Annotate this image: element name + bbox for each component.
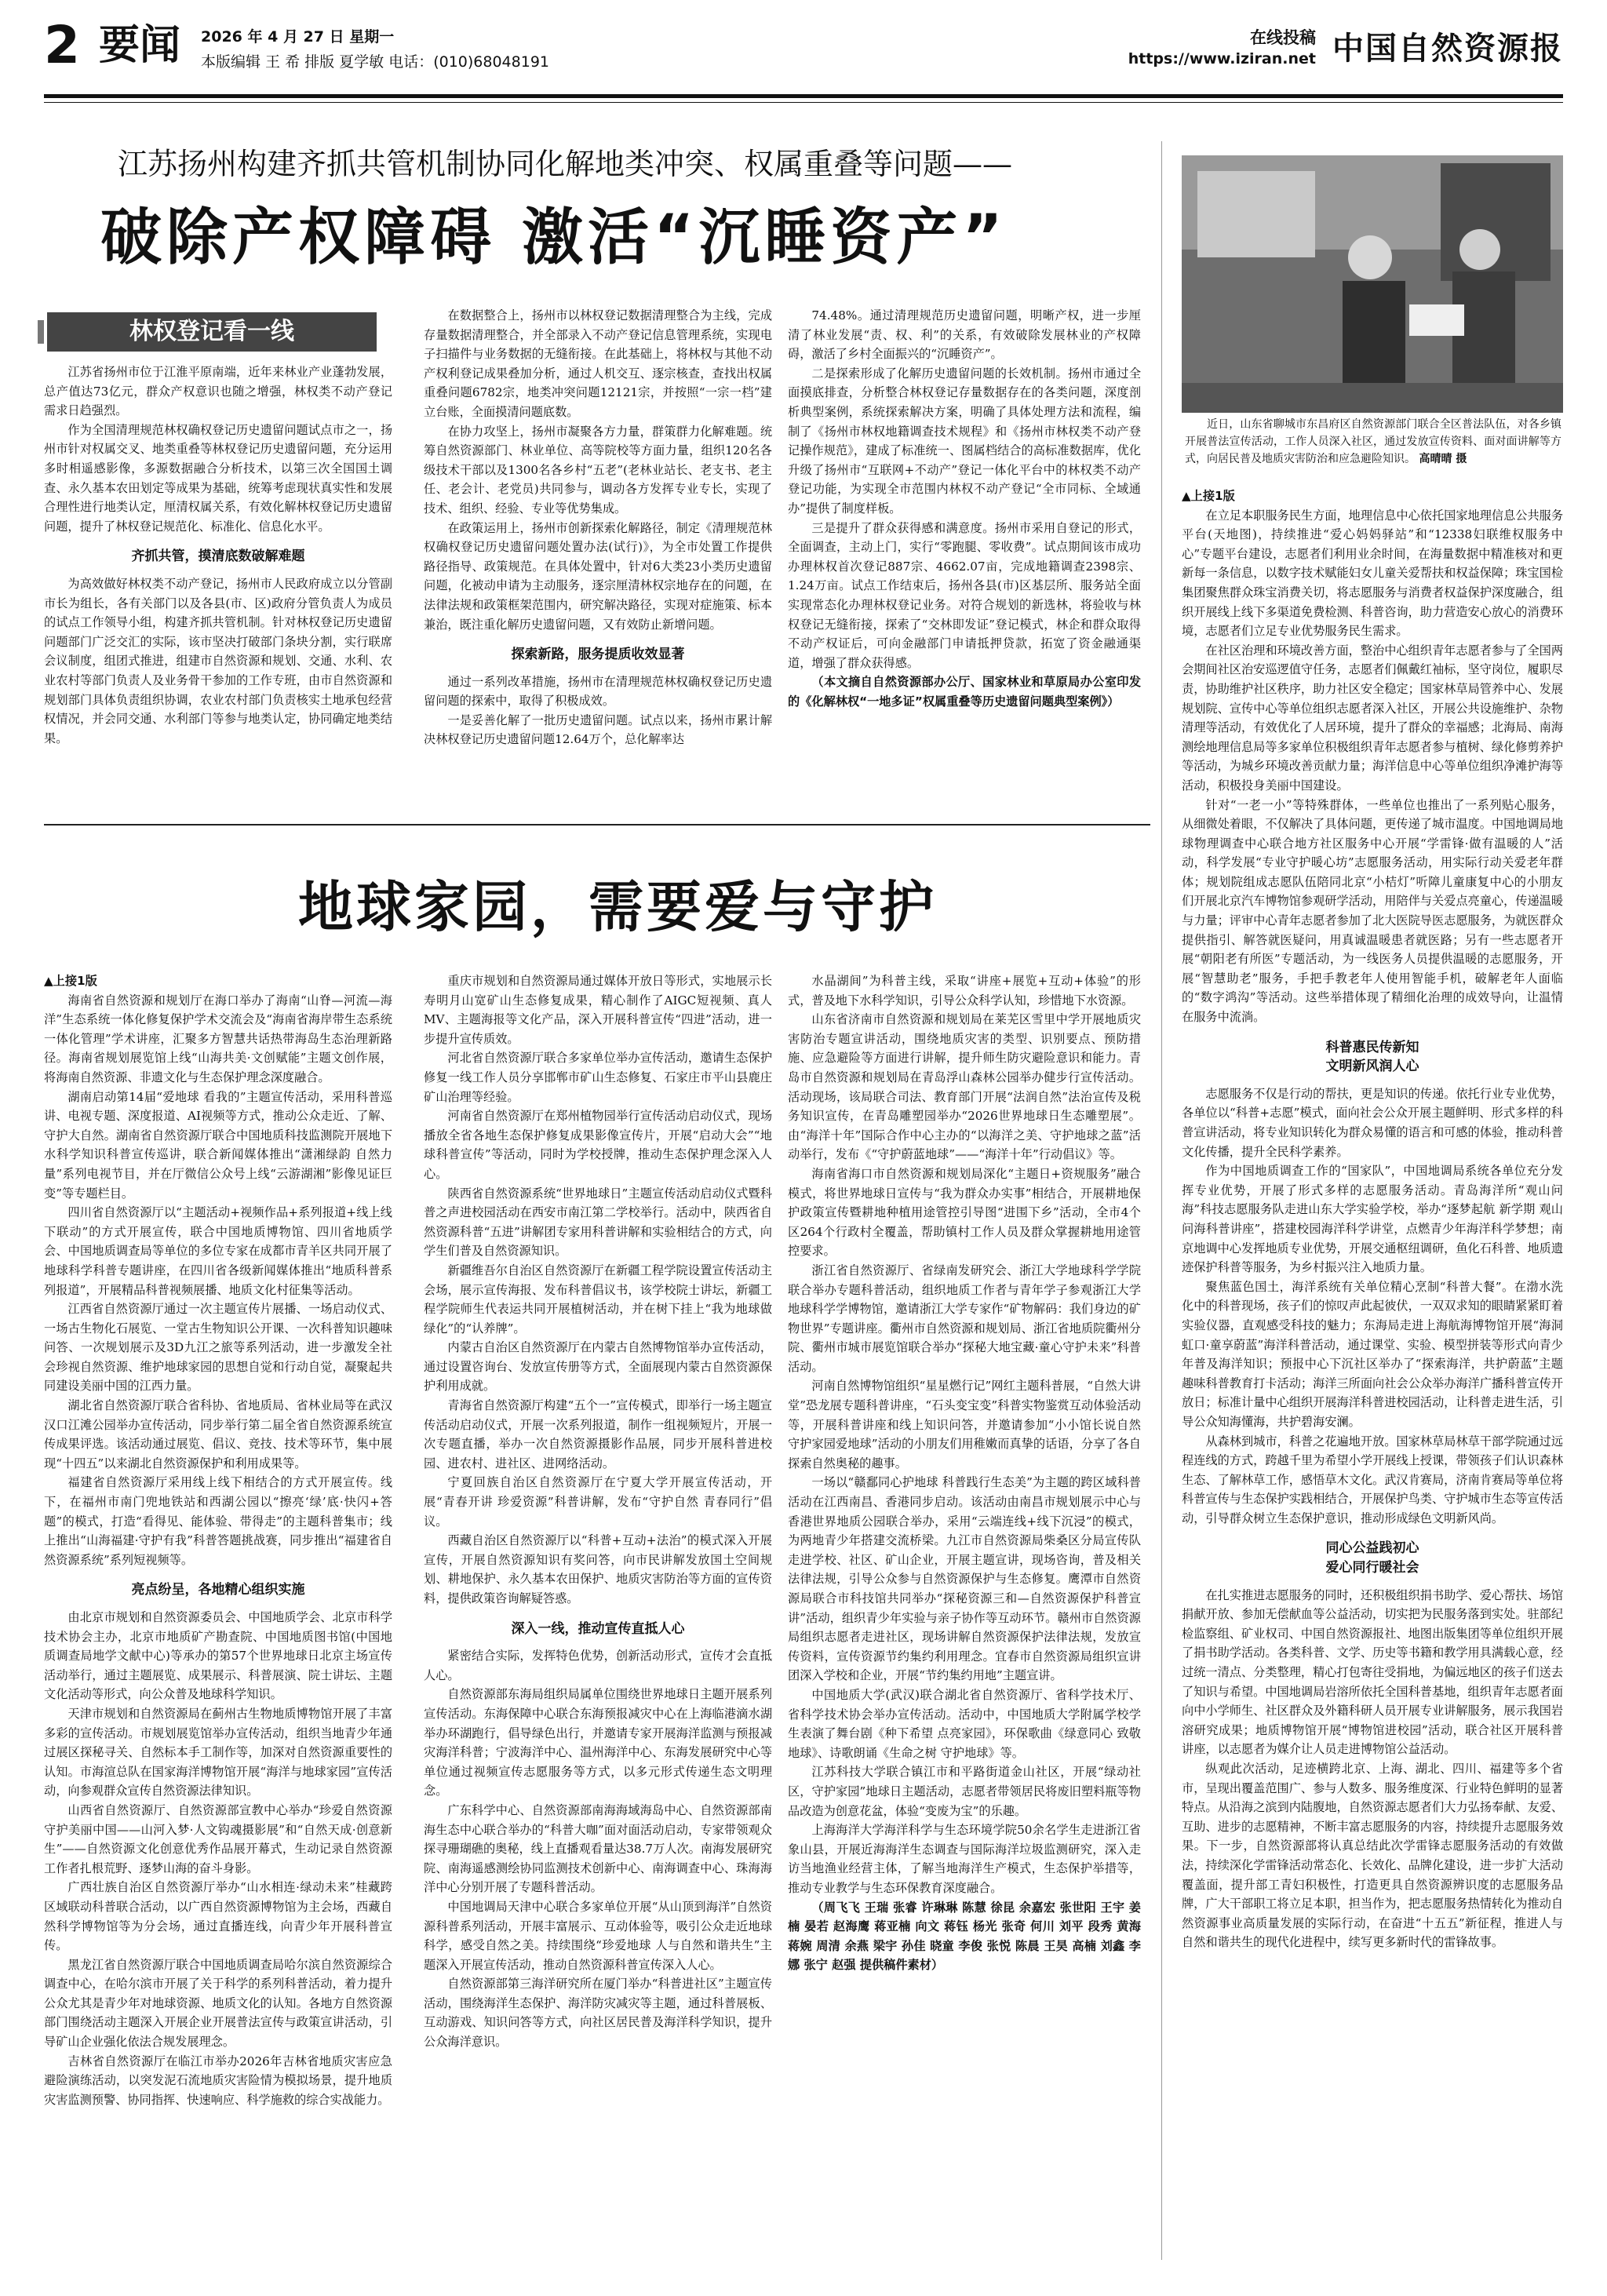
paragraph: 江苏省扬州市位于江淮平原南端，近年来林业产业蓬勃发展，总产值达73亿元，群众产权意识也随之增强，林权类不动产登记需求日趋强烈。 (44, 365, 392, 418)
paragraph: 宁夏回族自治区自然资源厅在宁夏大学开展宣传活动，开展“青春开讲 珍爱资源”科普讲解，发布“守护自然 青春同行”倡议。 (424, 1475, 772, 1529)
paragraph: 作为中国地质调查工作的“国家队”，中国地调局系统各单位充分发挥专业优势，开展了形式多样的志愿服务活动。青岛海洋所“观山问海”科技志愿服务队走进山东大学实验学校，举办“逐梦起航 新学期 观山问海科普讲座”，搭建校园海洋科学讲堂，点燃青少年海洋科学梦想；南京地调中心发挥地质专业优势，开展交通枢纽调研，鱼化石科普、地质遗迹保护科普等服务，为乡村振兴注入地质力量。 (1182, 1164, 1563, 1275)
continued-pointer: ▲上接1版 (44, 974, 97, 988)
top-story-headline: 破除产权障碍 激活“沉睡资产” (100, 202, 1008, 273)
online-url[interactable]: https://www.iziran.net (1128, 50, 1316, 67)
bottom-story-col3 (788, 971, 1141, 2258)
paragraph: 在社区治理和环境改善方面，整治中心组织青年志愿者参与了全国两会期间社区治安巡逻值守任务，志愿者们佩戴红袖标，坚守岗位，履职尽责，协助维护社区秩序，助力社区安全稳定；国家林草局管养中心、发展规划院、宣传中心等单位组织志愿者深入社区，开展公共设施维护、杂物清理等活动，有效优化了人居环境，提升了群众的幸福感；北海局、南海测绘地理信息局等多家单位积极组织青年志愿者参与植树、绿化修剪养护等活动，为城乡环境改善贡献力量；海洋信息中心等单位组织净滩护海等活动，积极投身美丽中国建设。 (1182, 643, 1563, 793)
paragraph: 江西省自然资源厅通过一次主题宣传片展播、一场启动仪式、一场古生物化石展览、一堂古生物知识公开课、一次科普知识趣味问答、一次规划展示及3D九江之旅等系列活动，进一步激发全社会珍视自然资源、维护地球家园的思想自觉和行动自觉，凝聚起共同建设美丽中国的江西力量。 (44, 1302, 392, 1394)
paragraph: 西藏自治区自然资源厅以“科普+互动+法治”的模式深入开展宣传，开展自然资源知识有奖问答，向市民讲解发放国土空间规划、耕地保护、永久基本农田保护、地质灾害防治等方面的宣传资料，提供政策咨询解疑答惑。 (424, 1533, 772, 1605)
paragraph: 二是探索形成了化解历史遗留问题的长效机制。扬州市通过全面摸底排查，分析整合林权登记存量数据存在的各类问题，深度剖析典型案例，系统探索解决方案，明确了具体处理方法和流程，编制了《扬州市林权地籍调查技术规程》和《扬州市林权类不动产登记操作规范》，建成了标准统一、图属档结合的高标准数据库，优化升级了扬州市“互联网+不动产”登记一体化平台中的林权类不动产登记功能，为实现全市范围内林权不动产登记“全市同标、全域通办”提供了制度样板。 (788, 366, 1141, 516)
contributors-note: （周飞飞 王瑞 张睿 许琳琳 陈慧 徐昆 余嘉宏 张世阳 王宇 姜楠 晏若 赵海鹰 蒋亚楠 向文 蒋钰 杨光 张奇 何川 刘平 段秀 黄海 蒋婉 周清 余燕 梁宇 孙佳 晓童 李俊 张悦 陈晨 王昊 高楠 刘鑫 李娜 张宁 赵强 提供稿件素材） (788, 1900, 1141, 1973)
paragraph: 浙江省自然资源厅、省绿南发研究会、浙江大学地球科学学院联合举办专题科普活动，组织地质工作者与青年学子参观浙江大学地球科学学博物馆，邀请浙江大学专家作“矿物解码：我们身边的矿物世界”专题讲座。衢州市自然资源和规划局、浙江省地质院衢州分院、衢州市城市展览馆联合举办“探秘大地宝藏·童心守护未来”科普活动。 (788, 1263, 1141, 1374)
paragraph: 纵观此次活动，足迹横跨北京、上海、湖北、四川、福建等多个省市，呈现出覆盖范围广、参与人数多、服务维度深、行业特色鲜明的显著特点。从沿海之滨到内陆腹地，自然资源志愿者们大力弘扬奉献、友爱、互助、进步的志愿精神，不断丰富志愿服务的内容，持续提升志愿服务效果。下一步，自然资源部将认真总结此次学雷锋志愿服务活动的有效做法，持续深化学雷锋活动常态化、长效化、品牌化建设，进一步扩大活动覆盖面，提升部工青妇积极性，打造更具自然资源辨识度的志愿服务品牌，广大干部职工将立足本职，担当作为，把志愿服务热情转化为推动自然资源事业高质量发展的实际行动，在奋进“十五五”新征程，推进人与自然和谐共生的现代化进程中，续写更多新时代的雷锋故事。 (1182, 1762, 1563, 1950)
masthead-rule (44, 94, 1563, 98)
paragraph: 青海省自然资源厅构建“五个一”宣传模式，即举行一场主题宣传活动启动仪式，开展一次系列报道，制作一组视频短片，开展一次专题直播，举办一次自然资源摄影作品展，同步开展科普进校园、进农村、进社区、进网络活动。 (424, 1398, 772, 1471)
paragraph: 74.48%。通过清理规范历史遗留问题，明晰产权，进一步厘清了林业发展“责、权、利”的关系，有效破除发展林业的产权障碍，激活了乡村全面振兴的“沉睡资产”。 (788, 308, 1141, 362)
paragraph: 一是妥善化解了一批历史遗留问题。试点以来，扬州市累计解决林权登记历史遗留问题12.64万个，总化解率达 (424, 712, 772, 747)
paragraph: 黑龙江省自然资源厅联合中国地质调查局哈尔滨自然资源综合调查中心，在哈尔滨市开展了关于科学的系列科普活动，着力提升公众尤其是青少年对地球资源、地质文化的认知。各地方自然资源部门围绕活动主题深入开展企业开展普法宣传与政策宣讲活动，引导矿山企业强化依法合规发展理念。 (44, 1957, 392, 2050)
paragraph: 海南省海口市自然资源和规划局深化“主题日+资规服务”融合模式，将世界地球日宣传与“我为群众办实事”相结合，开展耕地保护政策宣传暨耕地种植用途管控引导图“进围下乡”活动，全市4个区264个行政村全覆盖，帮助镇村工作人员及群众掌握耕地用途管控要求。 (788, 1166, 1141, 1259)
paragraph: 聚焦蓝色国土，海洋系统有关单位精心烹制“科普大餐”。在渤水洗化中的科普现场，孩子们的惊叹声此起彼伏，一双双求知的眼睛紧紧盯着实验仪器，直观感受科技的魅力；东海局走进上海航海博物馆开展“海洞虹口·童享蔚蓝”海洋科普活动，通过课堂、实验、模型拼装等形式向青少年普及海洋知识；预报中心下沉社区举办了“探索海洋，共护蔚蓝”主题趣味科普教育打卡活动；海洋三所面向社会公众举办海洋广播科普宣传开放日；标准计量中心组织开展海洋科普进校园活动，让科普走进生活，引导公众知海懂海，共护碧海安澜。 (1182, 1279, 1563, 1429)
online-label: 在线投稿 (1250, 28, 1316, 47)
paragraph: 新疆维吾尔自治区自然资源厅在新疆工程学院设置宣传活动主会场，展示宣传海报、发布科普倡议书，该学校院士讲坛，新疆工程学院师生代表运共同开展植树活动，并在树下挂上“我为地球做绿化”的“认养牌”。 (424, 1263, 772, 1336)
paragraph: 上海海洋大学海洋科学与生态环境学院50余名学生走进浙江省象山县，开展近海海洋生态调查与国际海洋垃圾监测研究，深入走访当地渔业经营主体，了解当地海洋生产模式，生态保护举措等，推动专业教学与生态环保教育深度融合。 (788, 1823, 1141, 1895)
paragraph: 在协力攻坚上，扬州市凝聚各方力量，群策群力化解难题。统筹自然资源部门、林业单位、高等院校等方面力量，组织120名各级技术干部以及1300名各乡村“五老”(老林业站长、老支书、老主任、老会计、老党员)共同参与，调动各方发挥专业专长，实现了技术、组织、经验、专业等优势集成。 (424, 424, 772, 516)
top-story-kicker: 江苏扬州构建齐抓共管机制协同化解地类冲突、权属重叠等问题—— (118, 147, 1013, 181)
paragraph: 在立足本职服务民生方面，地理信息中心依托国家地理信息公共服务平台(天地图)，持续推进“爱心妈妈驿站”和“12338妇联维权服务中心”专题平台建设，志愿者们利用业余时间，在海量数据中精准核对和更新每一条信息，以数字技术赋能妇女儿童关爱帮扶和权益保障；珠宝国检集团聚焦群众珠宝消费关切，将志愿服务与消费者权益保护深度融合，组织开展线上线下多渠道免费检测、科普咨询，助力营造安心放心的消费环境，志愿者们立足专业优势服务民生需求。 (1182, 508, 1563, 639)
paragraph: 陕西省自然资源系统“世界地球日”主题宣传活动启动仪式暨科普之声进校园活动在西安市南江第二学校举行。活动中，陕西省自然资源科普“五进”讲解团专家用科普讲解和实验相结合的方式，向学生们普及自然资源知识。 (424, 1186, 772, 1259)
top-story-col1 (44, 363, 392, 810)
paragraph: 针对“一老一小”等特殊群体，一些单位也推出了一系列贴心服务，从细微处着眼，不仅解决了具体问题，更传递了城市温度。中国地调局地球物理调查中心联合地方社区服务中心开展“学雷锋·做有温暖的人”活动，科学发展“专业守护暖心坊”志愿服务活动，用实际行动关爱老年群体；规划院组成志愿队伍陪同北京“小桔灯”听障儿童康复中心的小朋友们开展北京汽车博物馆参观研学活动，用陪伴与关爱点亮童心，传递温暖与力量；评审中心青年志愿者参加了北大医院导医志愿服务，为就医群众提供指引、解答就医疑问，用真诚温暖患者就医路；另有一些志愿者开展“朝阳老有所医”专题活动，为一线医务人员提供温暖的志愿服务，开展“智慧助老”服务，手把手教老年人使用智能手机，破解老年人面临的“数字鸿沟”等活动。这些举措体现了精细化治理的成效导向，让温情在服务中流淌。 (1182, 797, 1563, 1025)
paragraph: 通过一系列改革措施，扬州市在清理规范林权确权登记历史遗留问题的探索中，取得了积极成效。 (424, 674, 772, 709)
paragraph: 天津市规划和自然资源局在蓟州古生物地质博物馆开展了丰富多彩的宣传活动。市规划展览馆举办宣传活动，组织当地青少年通过展区探秘寻关、自然标本手工制作等，加深对自然资源重要性的认知。市海渲总队在国家海洋博物馆开展“海洋与地球家园”宣传活动，向参观群众宣传自然资源法律知识。 (44, 1706, 392, 1799)
bottom-story-col1 (44, 971, 392, 2258)
continued-pointer: ▲上接1版 (1182, 489, 1235, 503)
subhead: 探索新路，服务提质收效显著 (511, 647, 685, 663)
news-photo (1182, 155, 1563, 413)
subhead: 科普惠民传新知 文明新风润人心 (1325, 1039, 1419, 1075)
paragraph: 在数据整合上，扬州市以林权登记数据清理整合为主线，完成存量数据清理整合，并全部录入不动产登记信息管理系统，实现电子扫描件与业务数据的无缝衔接。在此基础上，将林权与其他不动产权利登记成果叠加分析，通过人机交互、逐宗核查，查找出权属重叠问题6782宗，地类冲突问题12121宗，并按照“一宗一档”建立台账，全面摸清问题底数。 (424, 308, 772, 419)
paragraph: 中国地调局天津中心联合多家单位开展“从山顶到海洋”自然资源科普系列活动，开展丰富展示、互动体验等，吸引公众走近地球科学，感受自然之美。持续围绕“珍爱地球 人与自然和谐共生”主题深入开展宣传活动，推动自然资源科普宣传深入人心。 (424, 1899, 772, 1972)
subhead: 同心公益践初心 爱心同行暖社会 (1325, 1540, 1419, 1576)
masthead-rule-thin (44, 102, 1563, 103)
paragraph: 山西省自然资源厅、自然资源部宣教中心举办“珍爱自然资源守护美丽中国——山河入梦·人文钩魂摄影展”和“自然天成·创意新生”——自然资源文化创意优秀作品展开幕式，生动记录自然资源工作者扎根荒野、逐梦山海的奋斗身影。 (44, 1802, 392, 1875)
section-title: 要闻 (99, 22, 181, 69)
paragraph: 在政策运用上，扬州市创新探索化解路径，制定《清理规范林权确权登记历史遗留问题处置办法(试行)》，为全市处置工作提供路径指导、政策规范。在具体处置中，针对6大类23小类历史遗留问题，化被动申请为主动服务，逐宗厘清林权宗地存在的问题，在法律法规和政策框架范围内，研究解决路径，实现对症施策、标本兼治，既注重化解历史遗留问题，又有效防止新增问题。 (424, 520, 772, 632)
top-story-col2 (424, 306, 772, 810)
paragraph: 紧密结合实际，发挥特色优势，创新活动形式，宣传才会直抵人心。 (424, 1649, 772, 1682)
paragraph: 河南省自然资源厅在郑州植物园举行宣传活动启动仪式，现场播放全省各地生态保护修复成果影像宣传片，开展“启动大会”“地球科普宣传”等活动，同时为学校授牌，推动生态保护理念深入人心。 (424, 1109, 772, 1181)
bottom-story-headline: 地球家园，需要爱与守护 (298, 874, 937, 939)
source-note: （本文摘自自然资源部办公厅、国家林业和草原局办公室印发的《化解林权“一地多证”权属重叠等历史遗留问题典型案例》） (788, 675, 1141, 709)
paragraph: 为高效做好林权类不动产登记，扬州市人民政府成立以分管副市长为组长，各有关部门以及各县(市、区)政府分管负责人为成员的试点工作领导小组，构建齐抓共管机制。针对林权登记历史遗留问题部门广泛交汇的实际，该市坚决打破部门条块分割，实行联席会议制度，组团式推进，组建市自然资源和规划、交通、水利、农业农村等部门负责人及业务骨干参加的工作专班，由市自然资源和规划部门具体负责组织协调，农业农村部门负责核实土地承包经营权情况，并会同交通、水利部门等参与地类认定，协同确定地类结果。 (44, 576, 392, 745)
paragraph: 河南自然博物馆组织“星星燃行记”网红主题科普展，“自然大讲堂”恐龙展专题科普讲座，“石头变宝变”科普实物鉴赏互动体验活动等，开展科普讲座和线上知识问答，并邀请参加“小小馆长说自然 守护家园爱地球”活动的小朋友们用稚嫩而真挚的话语，分享了各自探索自然奥秘的趣事。 (788, 1379, 1141, 1471)
section-rule (44, 824, 1150, 825)
caption-text: 近日，山东省聊城市东昌府区自然资源部门联合全区普法队伍，对各乡镇开展普法宣传活动，工作人员深入社区，通过发放宣传资料、面对面讲解等方式，向居民普及地质灾害防治和应急避险知识。 (1185, 418, 1561, 465)
subhead: 齐抓共管，摸清底数破解难题 (131, 548, 305, 565)
photo-illustration (1182, 155, 1563, 413)
paragraph: 一场以“赣鄱同心护地球 科普践行生态美”为主题的跨区域科普活动在江西南昌、香港同步启动。该活动由南昌市规划展示中心与香港世界地质公园联合举办，采用“云端连线+线下沉浸”的模式，为两地青少年搭建交流桥梁。九江市自然资源局柴桑区分局宣传队走进学校、社区、矿山企业，开展主题宣讲，现场咨询，普及相关法律法规，引导公众参与自然资源保护与生态修复。鹰潭市自然资源局联合市科技馆共同举办“探秘资源三和—自然资源保护科普宣讲”活动，组织青少年实验与亲子协作等互动环节。赣州市自然资源局组织志愿者走进社区，现场讲解自然资源保护法律法规，发放宣传资料，宣传资源节约集约利用理念。宜春市自然资源局组织宣讲团深入学校和企业，开展“节约集约用地”主题宣讲。 (788, 1475, 1141, 1683)
photo-caption (1185, 416, 1561, 468)
paragraph: 中国地质大学(武汉)联合湖北省自然资源厅、省科学技术厅、省科学技术协会举办宣传活动。活动中，中国地质大学附属学校学生表演了舞台剧《种下希望 点亮家园》，环保歌曲《绿意同心 致敬地球》、诗歌朗诵《生命之树 守护地球》等。 (788, 1687, 1141, 1760)
paragraph: 江苏科技大学联合镇江市和平路街道金山社区，开展“绿动社区，守护家园”地球日主题活动，志愿者带领居民将废旧塑料瓶等物品改造为创意花盆，体验“变废为宝”的乐趣。 (788, 1765, 1141, 1818)
paragraph: 作为全国清理规范林权确权登记历史遗留问题试点市之一，扬州市针对权属交叉、地类重叠等林权登记历史遗留问题，充分运用多时相遥感影像，多源数据融合分析技术，以第三次全国国土调查、永久基本农田划定等成果为基础，统筹考虑现状真实性和发展合理性进行地类认定，厘清权属关系，有效化解林权登记历史遗留问题，提升了林权登记规范化、标准化、信息化水平。 (44, 422, 392, 534)
bottom-story-col2 (424, 971, 772, 2258)
paragraph: 广东科学中心、自然资源部南海海域海岛中心、自然资源部南海生态中心联合举办的“科普大咖”面对面活动启动，专家带领观众探寻珊瑚礁的奥秘，线上直播观看量达38.7万人次。南海发展研究院、南海遥感测绘协同监测技术创新中心、南海调查中心、珠海海洋中心分别开展了专题科普活动。 (424, 1802, 772, 1895)
paragraph: 山东省济南市自然资源和规划局在莱芜区雪里中学开展地质灾害防治专题宣讲活动，围绕地质灾害的类型、识别要点、预防措施、应急避险等方面进行讲解，提升师生防灾避险意识和能力。青岛市自然资源和规划局在青岛浮山森林公园举办健步行宣传活动。活动现场，该局联合司法、教育部门开展“法润自然”法治宣传及税务知识宣传，在青岛雕塑园举办“2026世界地球日生态雕塑展”。由“海洋十年”国际合作中心主办的“以海洋之美、守护地球之蓝”活动举行，发布《“守护蔚蓝地球”——“海洋十年”行动倡议》等。 (788, 1012, 1141, 1162)
paragraph: 从森林到城市，科普之花遍地开放。国家林草局林草干部学院通过远程连线的方式，跨越千里为希望小学开展线上授课，带领孩子们认识森林生态、了解林草工作，感悟草木文化。武汉肯赛局，济南肯赛局等单位将科普宣传与生态保护实践相结合，开展保护鸟类、守护城市生态等宣传活动，引导群众树立生态保护意识，推动形成绿色文明新风尚。 (1182, 1434, 1563, 1525)
paper-name: 中国自然资源报 (1332, 30, 1563, 67)
paragraph: 自然资源部第三海洋研究所在厦门举办“科普进社区”主题宣传活动，围绕海洋生态保护、海洋防灾减灾等主题，通过科普展板、互动游戏、知识问答等方式，向社区居民普及海洋科学知识，提升公众海洋意识。 (424, 1977, 772, 2050)
paragraph: 海南省自然资源和规划厅在海口举办了海南“山脊—河流—海洋”生态系统一体化修复保护学术交流会及“海南省海岸带生态系统一体化管理”学术讲座，汇聚多方智慧共话热带海岛生态治理新路径。海南省规划展览馆上线“山海共美·文创赋能”主题文创作展，将海南自然资源、非遗文化与生态保护理念深度融合。 (44, 993, 392, 1084)
date-line: 2026 年 4 月 27 日 星期一 (201, 28, 395, 46)
paragraph: 吉林省自然资源厅在临江市举办2026年吉林省地质灾害应急避险演练活动，以突发泥石流地质灾害险情为模拟场景，提升地质灾害监测预警、协同指挥、快速响应、科学施救的综合实战能力。 (44, 2054, 392, 2107)
column-banner: 林权登记看一线 (47, 312, 377, 352)
editor-line: 本版编辑 王 希 排版 夏学敏 电话：(010)68048191 (201, 53, 549, 71)
paragraph: 四川省自然资源厅以“主题活动+视频作品+系列报道+线上线下联动”的方式开展宣传，联合中国地质博物馆、四川省地质学会、中国地质调查局等单位的多位专家在成都市青羊区共同开展了地球科学科普专题讲座，在四川省各级新闻媒体推出“地质科普系列报道”，开展精品科普视频展播、地质文化村征集等活动。 (44, 1205, 392, 1297)
paragraph: 河北省自然资源厅联合多家单位举办宣传活动，邀请生态保护修复一线工作人员分享邯郸市矿山生态修复、石家庄市平山县鹿庄矿山治理等经验。 (424, 1051, 772, 1104)
paragraph: 三是提升了群众获得感和满意度。扬州市采用自登记的形式，全面调查，主动上门，实行“零跑腿、零收费”。试点期间该市成功办理林权首次登记887宗、4662.07亩，完成地籍调查2398宗、1.24万亩。试点工作结束后，扬州各县(市)区基层所、服务站全面实现常态化办理林权登记业务。对符合规划的新选林，将验收与林权登记无缝衔接，探索了“交林即发证”登记模式，林企和群众取得不动产权证后，可向金融部门申请抵押贷款，拓宽了资金融通渠道，增强了群众获得感。 (788, 520, 1141, 670)
paragraph: 在扎实推进志愿服务的同时，还积极组织捐书助学、爱心帮扶、场馆捐献开放、参加无偿献血等公益活动，切实把为民服务落到实处。驻部纪检监察组、矿业权司、中国自然资源报社、地图出版集团等单位组织开展了捐书助学活动。各类科普、文学、历史等书籍和教学用具满载心意，经过统一清点、分类整理，精心打包寄往受捐地，为偏远地区的孩子们送去了知识与希望。中国地调局岩溶所依托全国科普基地，组织青年志愿者面向中小学师生、社区群众及外籍科研人员开展专业讲解服务，展示我国岩溶研究成果；地质博物馆开展“博物馆进校园”活动，联合社区开展科普讲座，以志愿者为媒介让人员走进博物馆公益活动。 (1182, 1587, 1563, 1757)
paragraph: 福建省自然资源厅采用线上线下相结合的方式开展宣传。线下，在福州市南门兜地铁站和西湖公园以“擦亮‘绿’底·快闪+答题”的模式，打造“看得见、能体验、带得走”的主题科普集市；线上推出“山海福建·守护有我”科普答题挑战赛，同步推出“福建省自然资源系统”系列短视频等。 (44, 1475, 392, 1567)
photo-credit: 高晴晴 摄 (1419, 453, 1467, 465)
paragraph: 自然资源部东海局组织局属单位围绕世界地球日主题开展系列宣传活动。东海保障中心联合东海预报减灾中心在上海临港滴水湖举办环湖跑行，倡导绿色出行，并邀请专家开展海洋监测与预报减灾海洋科普；宁波海洋中心、温州海洋中心、东海发展研究中心等单位通过视频宣传志愿服务等方式，以多元形式传递生态文明理念。 (424, 1687, 772, 1799)
paragraph: 湖南启动第14届“爱地球 看我的”主题宣传活动，采用科普巡讲、电视专题、深度报道、AI视频等方式，推动公众走近、了解、守护大自然。湖南省自然资源厅联合中国地质科技监测院开展地下水科学知识科普宣传巡讲，联合新闻媒体推出“潇湘绿韵 自然力量”系列电视节目，并在厅微信公众号上线“云游湖湘”影像见证巨变”等专题栏目。 (44, 1089, 392, 1201)
page-number: 2 (44, 15, 80, 75)
paragraph: 重庆市规划和自然资源局通过媒体开放日等形式，实地展示长寿明月山宽矿山生态修复成果，精心制作了AIGC短视频、真人MV、主题海报等文化产品，深入开展科普宣传“四进”活动，进一步提升宣传质效。 (424, 974, 772, 1046)
paragraph: 广西壮族自治区自然资源厅举办“山水相连·绿动未来”桂藏跨区域联动科普联合活动，以广西自然资源博物馆为主会场，西藏自然科学博物馆等为分会场，通过直播连线，向青少年开展科普宣传。 (44, 1880, 392, 1953)
paragraph: 内蒙古自治区自然资源厅在内蒙古自然博物馆举办宣传活动，通过设置咨询台、发放宣传册等方式，全面展现内蒙古自然资源保护利用成就。 (424, 1340, 772, 1394)
column-divider (1161, 141, 1162, 2260)
paragraph: 由北京市规划和自然资源委员会、中国地质学会、北京市科学技术协会主办，北京市地质矿产勘查院、中国地质图书馆(中国地质调查局地学文献中心)等承办的第57个世界地球日北京主场宣传活动举行，通过主题展览、成果展示、科普展演、院士讲坛、主题文化活动等形式，向公众普及地球科学知识。 (44, 1610, 392, 1702)
top-story-col3 (788, 306, 1141, 810)
masthead (44, 14, 1563, 99)
paragraph: 志愿服务不仅是行动的帮扶，更是知识的传递。依托行业专业优势，各单位以“科普+志愿”模式，面向社会公众开展主题鲜明、形式多样的科普宣讲活动，将专业知识转化为群众易懂的语言和可感的体验，推动科普文化传播，提升全民科学素养。 (1182, 1086, 1563, 1159)
subhead: 深入一线，推动宣传直抵人心 (511, 1620, 685, 1637)
paragraph: 水晶湖间”为科普主线，采取“讲座+展览+互动+体验”的形式，普及地下水科学知识，引导公众科学认知，珍惜地下水资源。 (788, 974, 1141, 1008)
paragraph: 湖北省自然资源厅联合省科协、省地质局、省林业局等在武汉汉口江滩公园举办宣传活动，同步举行第二届全省自然资源系统宣传成果评选。该活动通过展览、倡议、竞技、技术等环节，集中展现“十四五”以来湖北自然资源保护和利用成果等。 (44, 1398, 392, 1471)
subhead: 亮点纷呈，各地精心组织实施 (131, 1582, 305, 1598)
right-column (1182, 487, 1563, 2252)
